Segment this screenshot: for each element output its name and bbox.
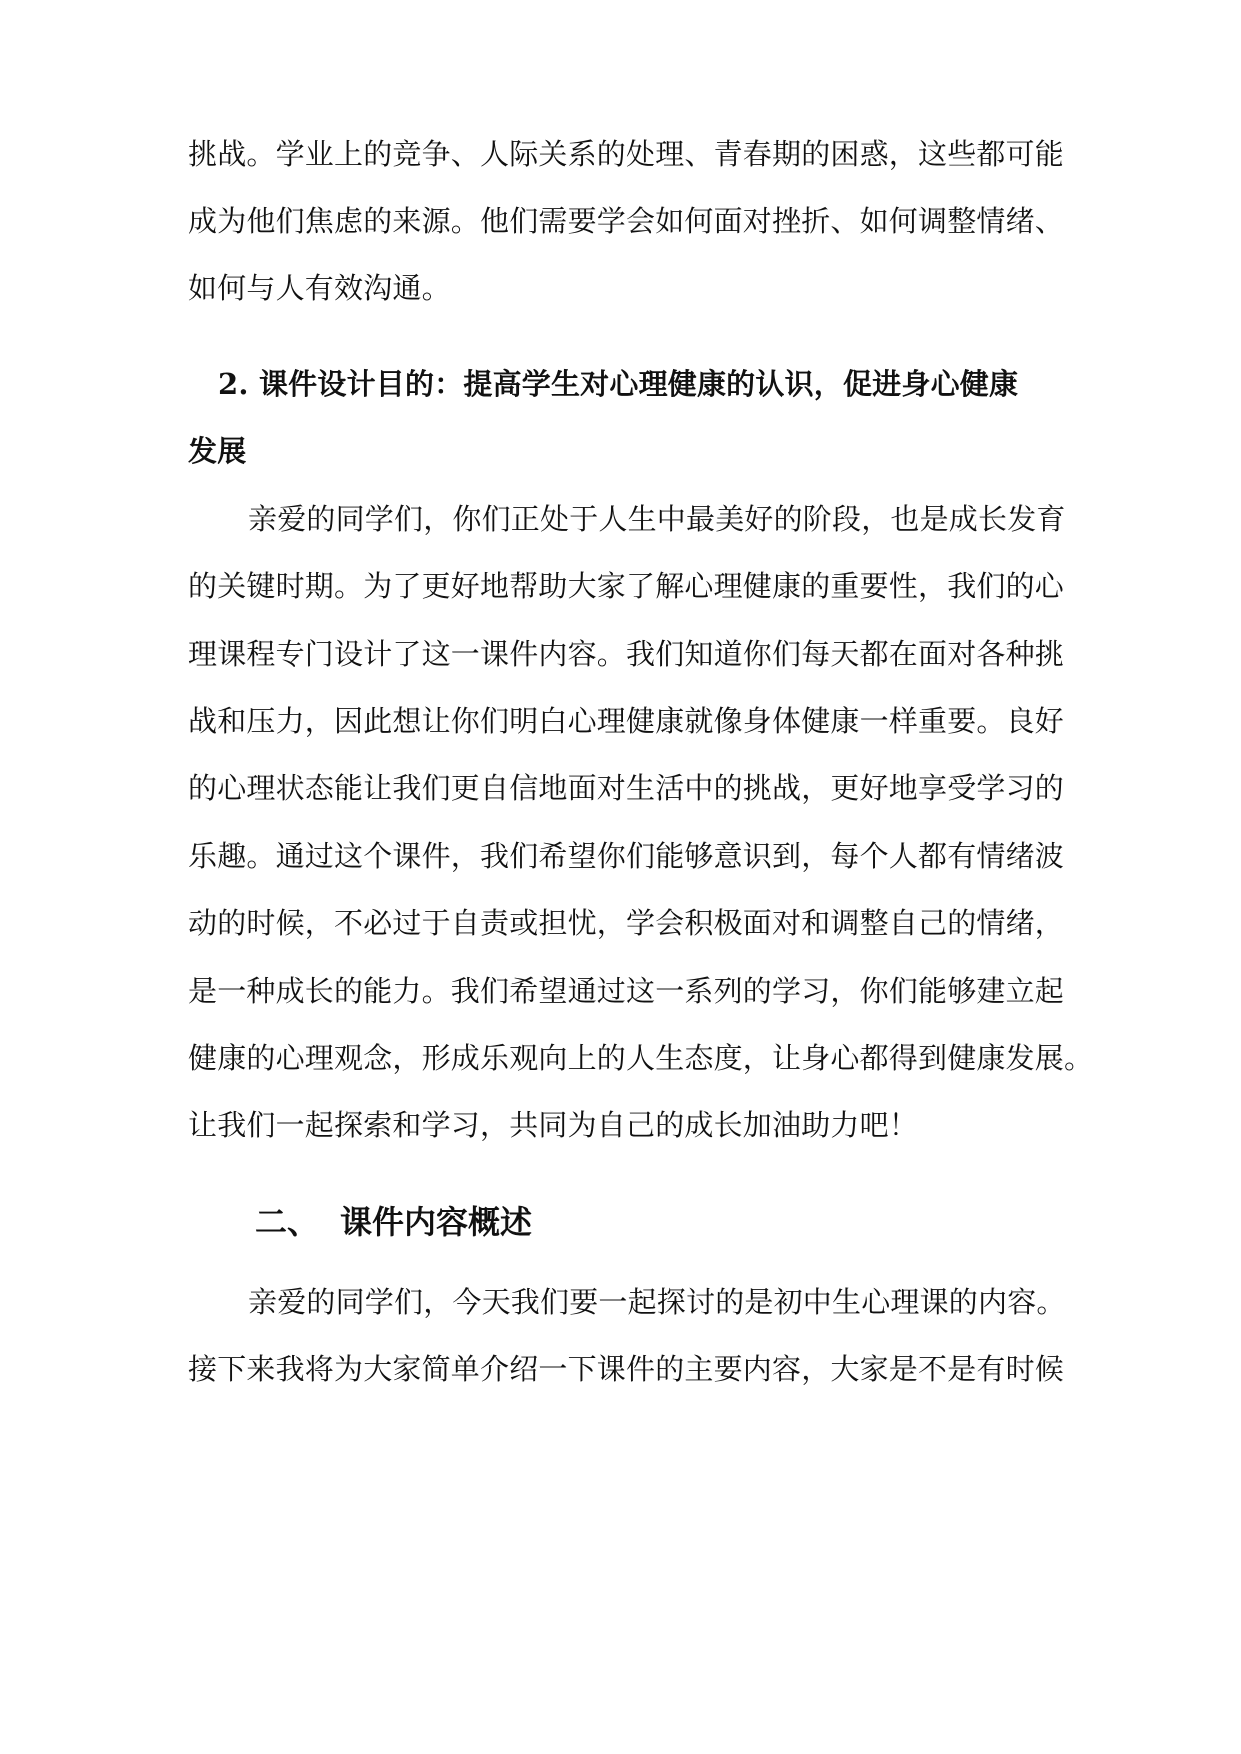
body-line: 成为他们焦虑的来源。他们需要学会如何面对挫折、如何调整情绪、	[188, 204, 1065, 238]
body-line: 的心理状态能让我们更自信地面对生活中的挑战，更好地享受学习的	[188, 771, 1065, 805]
body-line: 让我们一起探索和学习，共同为自己的成长加油助力吧！	[188, 1108, 919, 1142]
body-line: 健康的心理观念，形成乐观向上的人生态度，让身心都得到健康发展。	[188, 1041, 1094, 1075]
body-line: 动的时候，不必过于自责或担忧，学会积极面对和调整自己的情绪，	[188, 906, 1065, 940]
body-line: 是一种成长的能力。我们希望通过这一系列的学习，你们能够建立起	[188, 974, 1065, 1008]
body-line: 理课程专门设计了这一课件内容。我们知道你们每天都在面对各种挑	[188, 637, 1065, 671]
body-line: 乐趣。通过这个课件，我们希望你们能够意识到，每个人都有情绪波	[188, 839, 1065, 873]
paragraph-first-line: 亲爱的同学们，你们正处于人生中最美好的阶段，也是成长发育	[248, 502, 1066, 536]
section-title: 课件内容概述	[340, 1203, 533, 1241]
body-line: 挑战。学业上的竞争、人际关系的处理、青春期的困惑，这些都可能	[188, 137, 1065, 171]
subsection-heading-continuation: 发展	[188, 434, 247, 468]
paragraph-first-line: 亲爱的同学们，今天我们要一起探讨的是初中生心理课的内容。	[248, 1285, 1066, 1319]
subsection-heading: 2. 课件设计目的：提高学生对心理健康的认识，促进身心健康	[218, 367, 1019, 401]
body-line: 战和压力，因此想让你们明白心理健康就像身体健康一样重要。良好	[188, 704, 1065, 738]
section-heading	[255, 1200, 532, 1244]
body-line: 的关键时期。为了更好地帮助大家了解心理健康的重要性，我们的心	[188, 569, 1065, 603]
body-line: 接下来我将为大家简单介绍一下课件的主要内容，大家是不是有时候	[188, 1352, 1065, 1386]
section-number: 二、	[255, 1203, 320, 1241]
body-line: 如何与人有效沟通。	[188, 271, 451, 305]
